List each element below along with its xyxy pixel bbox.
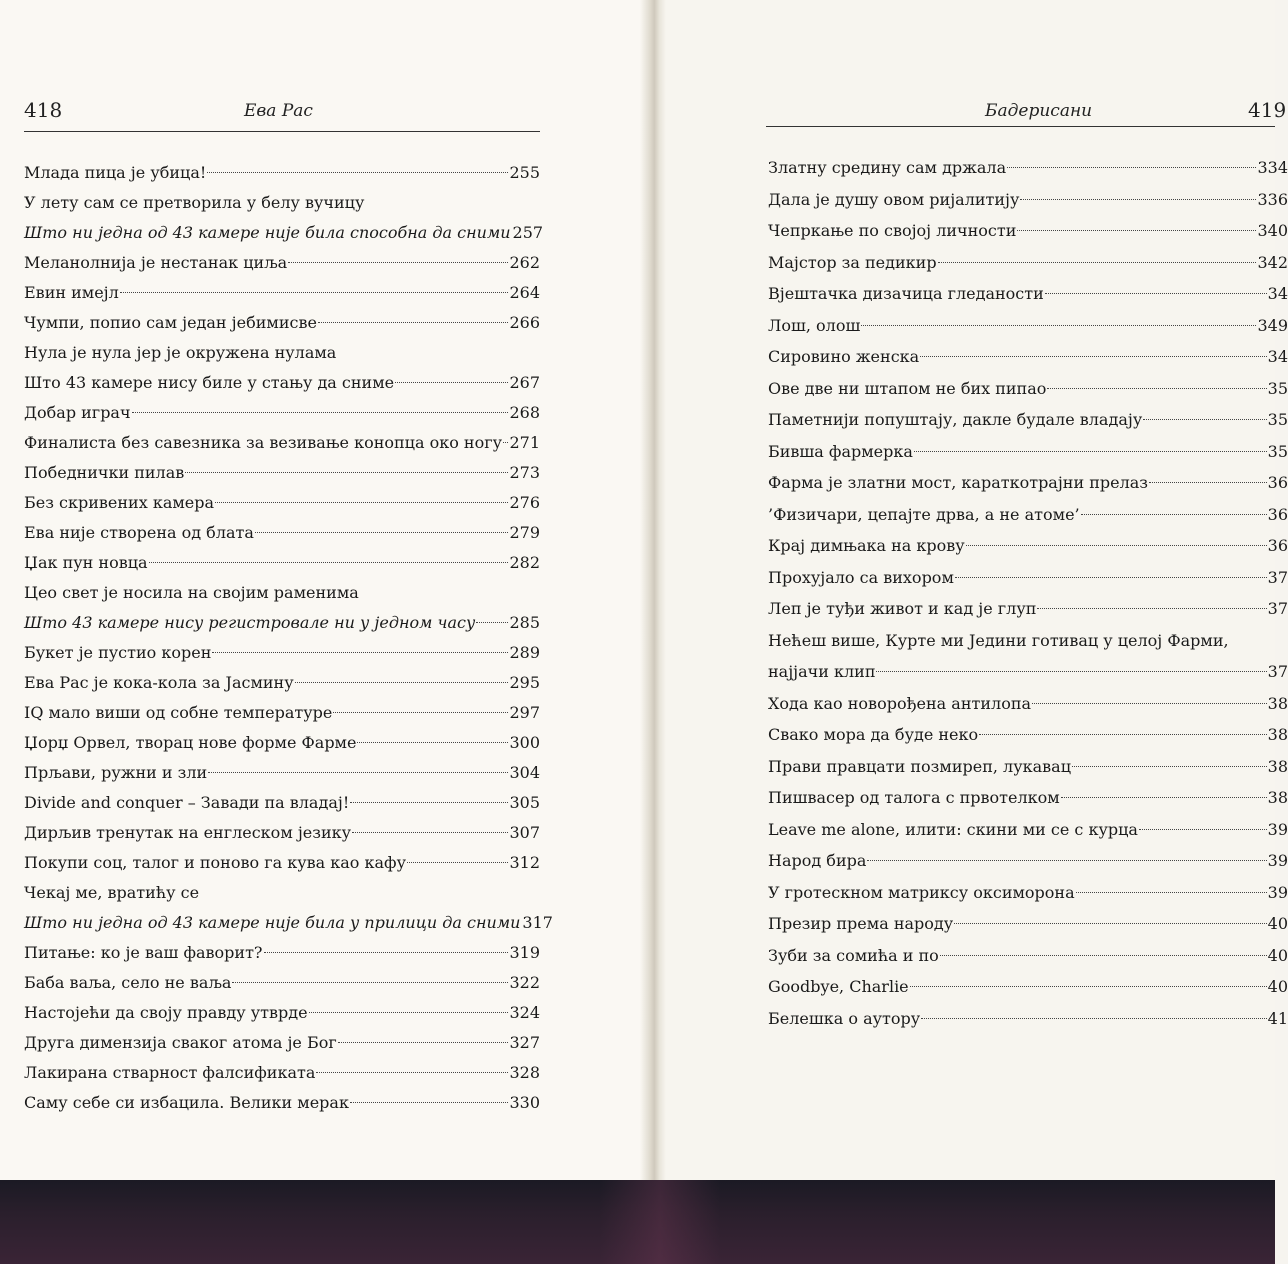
toc-entry	[768, 940, 1288, 972]
toc-leader-dots	[255, 532, 509, 533]
right-page-number: 419	[1248, 98, 1287, 122]
toc-entry-page: 36	[1267, 473, 1288, 492]
toc-entry	[24, 308, 540, 338]
toc-entry-title: Чепркање по својој личности	[768, 221, 1017, 240]
toc-entry	[768, 436, 1288, 468]
toc-entry	[768, 814, 1288, 846]
toc-leader-dots	[288, 262, 508, 263]
toc-entry	[768, 625, 1288, 657]
toc-entry-title: Што ни једна од 43 камере није била способна да сними	[24, 223, 511, 242]
toc-entry-page: 38	[1267, 788, 1288, 807]
toc-entry-title: Чумпи, попио сам један јебимисве	[24, 313, 317, 332]
toc-entry	[24, 848, 540, 878]
toc-entry-title: Златну средину сам држала	[768, 158, 1007, 177]
toc-entry-page: 276	[509, 493, 540, 512]
toc-entry	[24, 758, 540, 788]
toc-entry	[24, 338, 540, 368]
toc-entry-page: 317	[522, 913, 553, 932]
toc-entry-title: Евин имејл	[24, 283, 119, 302]
toc-entry	[768, 341, 1288, 373]
toc-leader-dots	[149, 562, 509, 563]
toc-entry-page: 35	[1267, 378, 1288, 398]
toc-leader-dots	[352, 832, 508, 833]
toc-entry-title: Млада пица је убица!	[24, 163, 207, 182]
toc-leader-dots	[979, 734, 1266, 735]
toc-entry-title: Победнички пилав	[24, 463, 185, 482]
toc-leader-dots	[295, 682, 509, 683]
toc-entry	[24, 968, 540, 998]
left-page-number: 418	[24, 98, 63, 122]
right-running-head: Бадерисани	[985, 101, 1093, 121]
toc-entry-title: У гротескном матриксу оксиморона	[768, 882, 1075, 902]
toc-entry	[24, 248, 540, 278]
toc-entry-title: Народ бира	[768, 851, 867, 870]
toc-entry	[24, 638, 540, 668]
toc-entry-title: Питање: ко је ваш фаворит?	[24, 943, 263, 962]
toc-entry-page: 37	[1267, 567, 1288, 587]
toc-entry	[768, 404, 1288, 436]
toc-entry-page: 37	[1267, 662, 1288, 681]
toc-entry	[24, 878, 540, 908]
toc-entry-title: Фарма је златни мост, караткотрајни прелаз	[768, 473, 1149, 492]
toc-entry-title: Зуби за сомића и по	[768, 945, 939, 965]
toc-entry	[768, 688, 1288, 720]
toc-entry	[24, 458, 540, 488]
toc-entry	[768, 184, 1288, 216]
spine-shadow	[600, 1180, 720, 1264]
toc-entry	[24, 158, 540, 188]
toc-entry	[24, 188, 540, 218]
toc-entry-title: Настојећи да своју правду утврде	[24, 1003, 308, 1022]
toc-leader-dots	[954, 923, 1266, 924]
right-toc-list	[768, 152, 1288, 1034]
toc-entry-title: Leave me alone, илити: скини ми се с курца	[768, 819, 1138, 839]
toc-entry-page: 264	[509, 283, 540, 302]
toc-entry-page: 285	[509, 613, 540, 632]
toc-entry	[768, 593, 1288, 625]
toc-entry-page: 268	[509, 403, 540, 422]
toc-leader-dots	[861, 325, 1256, 326]
toc-leader-dots	[1047, 388, 1266, 389]
toc-leader-dots	[264, 952, 509, 953]
toc-entry	[24, 368, 540, 398]
toc-leader-dots	[914, 451, 1267, 452]
toc-entry-title: Без скривених камера	[24, 493, 215, 512]
toc-entry	[768, 845, 1288, 877]
toc-leader-dots	[476, 622, 508, 623]
toc-entry-title: Ева Рас је кока-кола за Јасмину	[24, 673, 294, 692]
toc-entry-page: 266	[509, 313, 540, 332]
toc-entry-page: 35	[1267, 410, 1288, 429]
toc-entry-title: Крај димњака на крову	[768, 536, 965, 555]
toc-entry-title: Прави правцати позмиреп, лукавац	[768, 756, 1072, 776]
toc-entry-title: Финалиста без савезника за везивање конопца око ногу	[24, 433, 503, 452]
toc-entry	[24, 218, 544, 248]
toc-entry-page: 39	[1267, 882, 1288, 902]
toc-entry	[24, 668, 540, 698]
toc-entry-title: Goodbye, Charlie	[768, 977, 909, 996]
toc-entry	[24, 1058, 540, 1088]
toc-entry-page: 40	[1267, 945, 1288, 965]
toc-entry-page: 35	[1267, 441, 1288, 461]
toc-leader-dots	[876, 671, 1266, 672]
right-header-rule	[766, 126, 1275, 127]
toc-leader-dots	[215, 502, 508, 503]
toc-entry-page: 273	[509, 463, 540, 482]
toc-entry-title: Што ни једна од 43 камере није била у прилици да сними	[24, 913, 521, 932]
toc-leader-dots	[955, 577, 1267, 578]
toc-entry-title: Дирљив тренутак на енглеском језику	[24, 823, 352, 842]
toc-entry-page: 330	[509, 1093, 540, 1112]
toc-entry	[24, 938, 540, 968]
toc-entry-page: 289	[509, 643, 540, 662]
toc-entry-title: Дала је душу овом ријалитију	[768, 189, 1020, 209]
toc-entry-title: најјачи клип	[768, 662, 876, 681]
toc-entry-title: Вјештачка дизачица гледаности	[768, 284, 1044, 303]
toc-entry-title: Прљави, ружни и зли	[24, 763, 208, 782]
toc-leader-dots	[1072, 766, 1267, 767]
toc-leader-dots	[1007, 167, 1256, 168]
toc-entry	[768, 1003, 1288, 1035]
toc-entry	[24, 518, 540, 548]
toc-entry-page: 305	[509, 793, 540, 812]
toc-leader-dots	[1032, 703, 1267, 704]
toc-entry-page: 295	[509, 673, 540, 692]
toc-leader-dots	[910, 986, 1267, 987]
toc-entry-page: 304	[509, 763, 540, 782]
toc-leader-dots	[185, 472, 508, 473]
toc-entry-title: ’Физичари, цепајте дрва, а не атоме’	[768, 504, 1080, 524]
toc-entry-page: 334	[1257, 158, 1288, 177]
toc-leader-dots	[1149, 482, 1267, 483]
toc-entry-title: Друга димензија сваког атома је Бог	[24, 1033, 337, 1052]
toc-leader-dots	[1045, 293, 1267, 294]
scanner-background	[0, 1180, 1275, 1264]
toc-entry-title: Леп је туђи живот и кад је глуп	[768, 599, 1037, 618]
toc-entry-page: 257	[512, 223, 544, 242]
toc-leader-dots	[1017, 230, 1256, 231]
toc-entry	[24, 1028, 540, 1058]
toc-entry	[24, 398, 540, 428]
toc-leader-dots	[132, 412, 509, 413]
toc-entry-title: Бивша фармерка	[768, 441, 913, 461]
toc-entry-page: 327	[509, 1033, 540, 1052]
toc-entry-title: Белешка о аутору	[768, 1008, 921, 1028]
toc-entry-title: Лош, олош	[768, 315, 861, 335]
toc-leader-dots	[350, 802, 508, 803]
toc-entry-title: Чекај ме, вратићу се	[24, 883, 200, 902]
toc-entry-page: 300	[509, 733, 540, 752]
toc-entry	[768, 908, 1288, 940]
toc-leader-dots	[350, 1102, 509, 1103]
toc-entry	[768, 782, 1288, 814]
toc-entry-page: 40	[1267, 914, 1288, 933]
toc-entry-title: Нећеш више, Курте ми Једини готивац у целој Фарми,	[768, 630, 1229, 650]
toc-entry-page: 37	[1267, 599, 1288, 618]
toc-entry-page: 319	[509, 943, 540, 962]
toc-entry-page: 271	[509, 433, 540, 452]
toc-entry	[768, 562, 1288, 594]
toc-entry-page: 262	[509, 253, 540, 272]
toc-leader-dots	[1061, 797, 1267, 798]
toc-entry-page: 39	[1267, 851, 1288, 870]
toc-entry-title: Свако мора да буде неко	[768, 725, 979, 744]
toc-entry-title: Сировино женска	[768, 347, 920, 366]
toc-entry	[768, 719, 1288, 751]
toc-entry	[768, 278, 1288, 310]
toc-leader-dots	[867, 860, 1266, 861]
toc-entry	[24, 548, 540, 578]
toc-entry	[768, 215, 1288, 247]
toc-entry-page: 279	[509, 523, 540, 542]
toc-leader-dots	[1076, 892, 1267, 893]
toc-entry	[768, 373, 1288, 405]
left-running-head: Ева Рас	[244, 101, 313, 121]
toc-entry-page: 340	[1257, 221, 1288, 240]
toc-entry	[768, 467, 1288, 499]
toc-entry-page: 41	[1267, 1008, 1288, 1028]
toc-entry	[768, 656, 1288, 688]
toc-entry	[24, 908, 553, 938]
toc-entry-title: Што 43 камере нису биле у стању да сниме	[24, 373, 395, 392]
toc-entry-page: 282	[509, 553, 540, 572]
toc-entry	[24, 578, 540, 608]
toc-leader-dots	[212, 652, 508, 653]
toc-entry	[768, 499, 1288, 531]
toc-entry	[768, 530, 1288, 562]
toc-entry-page: 322	[509, 973, 540, 992]
toc-entry-title: Мајстор за педикир	[768, 252, 937, 272]
toc-leader-dots	[1037, 608, 1266, 609]
toc-entry-page: 38	[1267, 725, 1288, 744]
toc-leader-dots	[338, 1042, 509, 1043]
toc-entry-title: Нула је нула јер је окружена нулама	[24, 343, 337, 362]
toc-entry-title: Divide and conquer – Завади па владај!	[24, 793, 350, 812]
toc-entry-title: Букет је пустио корен	[24, 643, 212, 662]
toc-leader-dots	[357, 742, 508, 743]
toc-entry-page: 34	[1267, 347, 1288, 366]
toc-entry	[768, 971, 1288, 1003]
toc-leader-dots	[207, 172, 508, 173]
toc-leader-dots	[232, 982, 508, 983]
toc-entry-title: Хода као новорођена антилопа	[768, 693, 1032, 713]
toc-leader-dots	[120, 292, 509, 293]
toc-leader-dots	[316, 1072, 508, 1073]
toc-entry	[24, 788, 540, 818]
toc-leader-dots	[318, 322, 509, 323]
toc-entry	[768, 152, 1288, 184]
toc-entry	[24, 998, 540, 1028]
toc-entry-page: 36	[1267, 536, 1288, 555]
toc-entry-title: Меланолнија је нестанак циља	[24, 253, 288, 272]
toc-entry	[24, 728, 540, 758]
toc-leader-dots	[1020, 199, 1256, 200]
toc-entry	[24, 698, 540, 728]
toc-entry-title: Презир према народу	[768, 914, 954, 933]
toc-entry-page: 267	[509, 373, 540, 392]
toc-entry	[24, 278, 540, 308]
left-header-rule	[24, 131, 540, 132]
toc-entry	[24, 1088, 540, 1118]
toc-leader-dots	[1081, 514, 1267, 515]
toc-entry	[24, 428, 540, 458]
toc-leader-dots	[966, 545, 1267, 546]
toc-leader-dots	[208, 772, 508, 773]
book-gutter	[640, 0, 666, 1180]
toc-entry-page: 36	[1267, 504, 1288, 524]
toc-entry-title: Ове две ни штапом не бих пипао	[768, 378, 1047, 398]
toc-entry-title: Прохујало са вихором	[768, 567, 954, 587]
toc-leader-dots	[407, 862, 508, 863]
toc-entry-title: Ева није створена од блата	[24, 523, 254, 542]
toc-leader-dots	[920, 356, 1266, 357]
toc-entry-page: 349	[1257, 315, 1288, 335]
toc-entry-page: 40	[1267, 977, 1288, 996]
toc-leader-dots	[1143, 419, 1266, 420]
toc-entry-title: Добар играч	[24, 403, 131, 422]
toc-entry-page: 312	[509, 853, 540, 872]
toc-entry-page: 34	[1267, 284, 1288, 303]
toc-leader-dots	[503, 442, 508, 443]
toc-entry-page: 307	[509, 823, 540, 842]
toc-leader-dots	[1139, 829, 1267, 830]
toc-entry	[768, 877, 1288, 909]
toc-entry-page: 342	[1257, 252, 1288, 272]
toc-leader-dots	[333, 712, 508, 713]
toc-entry-page: 324	[509, 1003, 540, 1022]
toc-entry	[24, 818, 540, 848]
toc-entry-title: Што 43 камере нису регистровале ни у једном часу	[24, 613, 476, 632]
toc-entry-page: 328	[509, 1063, 540, 1082]
toc-entry-page: 39	[1267, 819, 1288, 839]
toc-leader-dots	[921, 1018, 1266, 1019]
toc-entry-page: 38	[1267, 693, 1288, 713]
toc-entry	[24, 488, 540, 518]
toc-entry-title: Лакирана стварност фалсификата	[24, 1063, 316, 1082]
toc-entry-title: Цео свет је носила на својим раменима	[24, 583, 359, 602]
toc-leader-dots	[395, 382, 508, 383]
toc-entry-title: Пишвасер од талога с првотелком	[768, 788, 1060, 807]
toc-entry-title: Џорџ Орвел, творац нове форме Фарме	[24, 733, 357, 752]
toc-entry-page: 336	[1257, 189, 1288, 209]
toc-entry-title: Паметнији попуштају, дакле будале владају	[768, 410, 1143, 429]
toc-entry	[768, 247, 1288, 279]
toc-entry-page: 255	[509, 163, 540, 182]
toc-entry	[24, 608, 540, 638]
toc-entry	[768, 751, 1288, 783]
toc-entry-title: У лету сам се претворила у белу вучицу	[24, 193, 365, 212]
toc-leader-dots	[309, 1012, 509, 1013]
toc-entry-title: Саму себе си избацила. Велики мерак	[24, 1093, 349, 1112]
toc-leader-dots	[940, 955, 1267, 956]
toc-entry-title: Покупи соц, талог и поново га кува као кафу	[24, 853, 406, 872]
toc-entry-title: IQ мало виши од собне температуре	[24, 703, 333, 722]
toc-entry-title: Баба ваља, село не ваља	[24, 973, 232, 992]
toc-entry	[768, 310, 1288, 342]
left-toc-list	[24, 158, 553, 1118]
toc-entry-title: Џак пун новца	[24, 553, 148, 572]
toc-entry-page: 38	[1267, 756, 1288, 776]
toc-entry-page: 297	[509, 703, 540, 722]
toc-leader-dots	[938, 262, 1257, 263]
